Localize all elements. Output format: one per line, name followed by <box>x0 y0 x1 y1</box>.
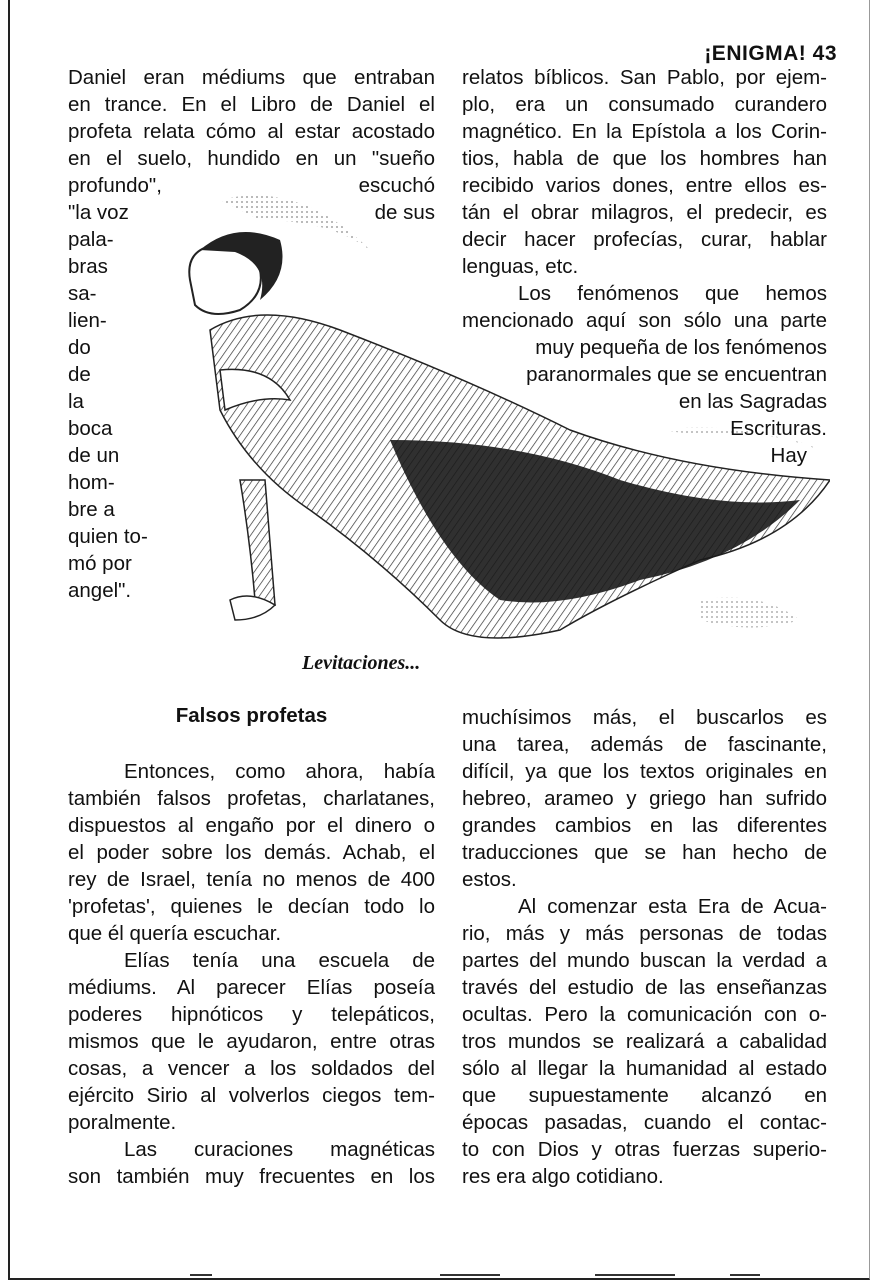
text-line: que él quería escuchar. <box>68 922 282 945</box>
text-line: tios, habla de que los hombres han <box>462 147 827 170</box>
text-line: Entonces, como ahora, había <box>124 760 435 783</box>
text-line: lenguas, etc. <box>462 255 579 278</box>
text-line: de <box>68 363 91 386</box>
top-right-column <box>462 64 827 469</box>
text-fragment: de sus <box>374 201 435 224</box>
text-line: ejército Sirio al volverlos ciegos tem- <box>68 1084 435 1107</box>
text-line: res era algo cotidiano. <box>462 1165 664 1188</box>
text-line: rey de Israel, tenía no menos de 400 <box>68 868 435 891</box>
text-line: Elías tenía una escuela de <box>124 949 435 972</box>
text-line: do <box>68 336 91 359</box>
text-line: en el suelo, hundido en un "sueño <box>68 147 435 170</box>
text-line: decir hacer profecías, curar, hablar <box>462 228 827 251</box>
text-line: quien to- <box>68 525 148 548</box>
text-line: to con Dios y otras fuerzas superio- <box>462 1138 827 1161</box>
text-line: dispuestos al engaño por el dinero o <box>68 814 435 837</box>
text-line: son también muy frecuentes en los <box>68 1165 435 1188</box>
text-line: paranormales que se encuentran <box>526 363 827 386</box>
text-line: poderes hipnóticos y telepáticos, <box>68 1003 435 1026</box>
text-line: rio, más y más personas de todas <box>462 922 827 945</box>
text-line: también falsos profetas, charlatanes, <box>68 787 435 810</box>
text-line: poralmente. <box>68 1111 177 1134</box>
text-line: mencionado aquí son sólo una parte <box>462 309 827 332</box>
text-line: boca <box>68 417 113 440</box>
text-line: lien- <box>68 309 107 332</box>
text-line: en trance. En el Libro de Daniel el <box>68 93 435 116</box>
text-line: relatos bíblicos. San Pablo, por ejem- <box>462 66 827 89</box>
text-line: tros mundos se realizará a cabalidad <box>462 1030 827 1053</box>
illustration-caption: Levitaciones... <box>302 652 421 674</box>
text-line: bras <box>68 255 108 278</box>
text-line: hebreo, arameo y griego han sufrido <box>462 787 827 810</box>
text-line: sólo al llegar la humanidad al estado <box>462 1057 827 1080</box>
text-line: hom- <box>68 471 115 494</box>
scan-mark <box>440 1274 500 1276</box>
text-line: traducciones que se han hecho de <box>462 841 827 864</box>
text-line: en las Sagradas <box>678 390 827 413</box>
text-line: estos. <box>462 868 517 891</box>
text-line: mismos que le ayudaron, entre otras <box>68 1030 435 1053</box>
text-line: que supuestamente alcanzó en <box>462 1084 827 1107</box>
text-line: épocas pasadas, cuando el contac- <box>462 1111 827 1134</box>
text-line: la <box>68 390 84 413</box>
text-line: Hay <box>770 444 807 467</box>
text-line: de un <box>68 444 120 467</box>
text-line: grandes cambios en las diferentes <box>462 814 827 837</box>
text-line: sa- <box>68 282 97 305</box>
text-line: tán el obrar milagros, el predecir, es <box>462 201 827 224</box>
text-line: Los fenómenos que hemos <box>518 282 827 305</box>
text-line: 'profetas', quienes le decían todo lo <box>68 895 435 918</box>
text-line: Las curaciones magnéticas <box>124 1138 435 1161</box>
page-header: ¡ENIGMA! 43 <box>704 42 837 65</box>
text-line: médiums. Al parecer Elías poseía <box>68 976 435 999</box>
text-line: cosas, a vencer a los soldados del <box>68 1057 435 1080</box>
text-line: difícil, ya que los textos originales en <box>462 760 827 783</box>
text-line: Escrituras. <box>730 417 827 440</box>
scan-mark <box>190 1274 212 1276</box>
text-line: profeta relata cómo al estar acostado <box>68 120 435 143</box>
section-title: Falsos profetas <box>175 704 328 727</box>
text-line: partes del mundo buscan la verdad a <box>462 949 827 972</box>
text-line: una tarea, además de fascinante, <box>462 733 827 756</box>
text-fragment: "la voz <box>68 201 129 224</box>
text-fragment: profundo", <box>68 174 162 197</box>
text-line: angel". <box>68 579 132 602</box>
text-line: el poder sobre los demás. Achab, el <box>68 841 435 864</box>
text-fragment: escuchó <box>358 174 435 197</box>
text-line: pala- <box>68 228 114 251</box>
bottom-left-column <box>68 758 435 1190</box>
text-line: muchísimos más, el buscarlos es <box>462 706 827 729</box>
scan-mark <box>595 1274 675 1276</box>
text-line: Al comenzar esta Era de Acua- <box>518 895 827 918</box>
text-line: recibido varios dones, entre ellos es- <box>462 174 827 197</box>
text-line: bre a <box>68 498 115 521</box>
text-line: magnético. En la Epístola a los Corin- <box>462 120 827 143</box>
text-line: plo, era un consumado curandero <box>462 93 827 116</box>
text-line: través del estudio de las enseñanzas <box>462 976 827 999</box>
text-line: Daniel eran médiums que entraban <box>68 66 435 89</box>
text-line: muy pequeña de los fenómenos <box>535 336 827 359</box>
text-line: mó por <box>68 552 132 575</box>
bottom-right-column <box>462 704 827 1190</box>
scan-mark <box>730 1274 760 1276</box>
text-line: ocultas. Pero la comunicación con o- <box>462 1003 827 1026</box>
